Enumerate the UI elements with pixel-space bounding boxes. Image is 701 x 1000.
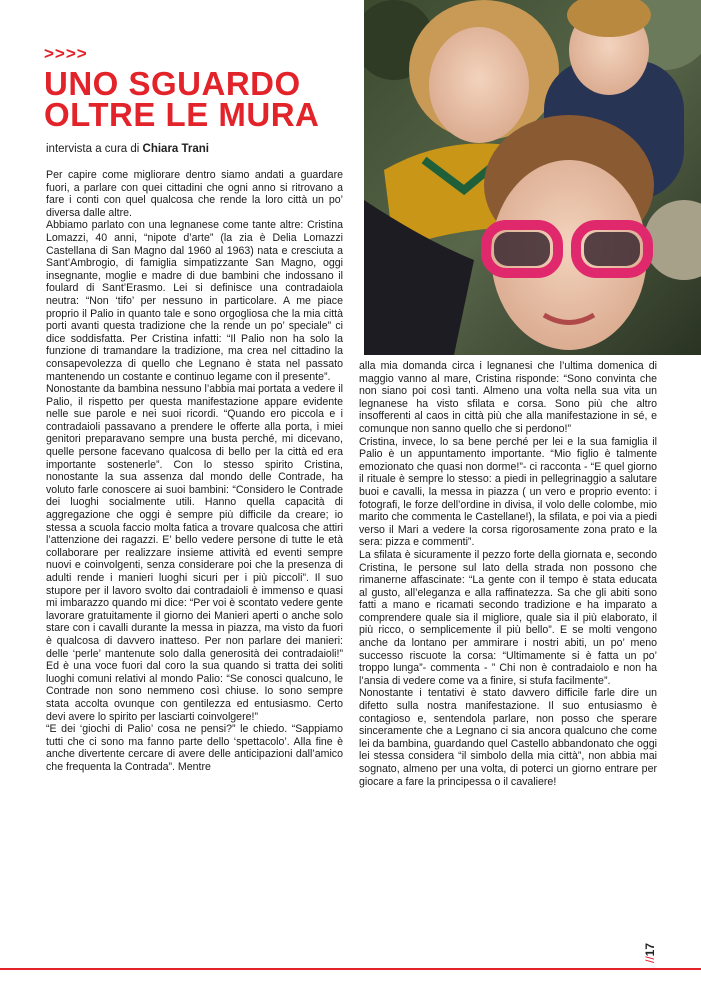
family-photo-illustration [364,0,701,355]
page-number [640,922,660,992]
article-paragraph: “E dei ‘giochi di Palio’ cosa ne pensi?” le chiedo. “Sappiamo tutti che ci sono ma fanno parte dello ‘spettacolo’. Alla fine è anche divertente cercare di avere delle anticipazioni dall’amico che frequenta la Contrada”. Mentre [46,723,343,773]
article-paragraph: Nonostante i tentativi è stato davvero difficile farle dire un difetto sulla nostra manifestazione. Il suo entusiasmo è contagioso e, sentendola parlare, non posso che sperare sinceramente che a Legnano ci sia ancora qualcuno che come lei da bambina, guardando quel Castello abbandonato che oggi lei stessa considera “il simbolo della mia città”, non abbia mai sognato, almeno per una volta, di poterci un giorno entrare per giocare a fare la principessa o il cavaliere! [359,687,657,788]
family-photo [364,0,701,355]
article-title [44,65,364,133]
page-number-label [643,923,657,983]
bottom-divider [0,968,701,970]
article-paragraph: Nonostante da bambina nessuno l’abbia mai portata a vedere il Palio, il rispetto per questa manifestazione appare evidente nelle sue parole e nei suoi ricordi. “Quando ero piccola e i contradaioli passavano a prendere le offerte alla porta, i miei genitori preparavano sempre una busta perché, mi dicevano, quelle persone facevano qualcosa di bello per la città ed era importante sostenerle”. Con lo stesso spirito Cristina, nonostante la sua assenza dal mondo delle Contrade, ha voluto farle conoscere ai suoi bambini: “Considero le Contrade dei luoghi socialmente utili. Hanno quella capacità di aggregazione che oggi è sempre più difficile da creare; io stessa a scuola faccio molta fatica a trovare qualcosa che attiri l’attenzione dei ragazzi. E’ bello vedere persone di tutte le età collaborare per realizzare insieme attività ed eventi sempre nuovi e coinvolgenti, senza considerare poi che la presenza di adulti rende i manieri luoghi sicuri per i più piccoli”. Il suo stupore per il lavoro svolto dai contradaioli è immenso e quasi mi imbarazzo quando mi dice: “Per voi è scontato vedere gente lavorare gratuitamente il giorno dei Manieri aperti o anche solo stare con i cavalli durante la messa in piazza, ma visto da fuori è qualcosa di davvero inatteso. Per non parlare dei manieri: delle ‘perle’ mantenute solo dalla generosità dei contradaioli!” Ed è una voce fuori dal coro la sua quando si tratta dei soliti luoghi comuni relativi al mondo Palio: “Se conosci qualcuno, le Contrade non sono nemmeno così chiuse. Io sono sempre stata accolta ovunque con gentilezza ed entusiasmo. Certo devi avere lo spirito per lasciarti coinvolgere!” [46,383,343,723]
article-left-column [46,169,343,774]
article-title-line-2: OLTRE LE MURA [44,96,320,133]
byline-prefix: intervista a cura di [46,143,140,155]
article-right-column [359,360,657,788]
section-arrows: >>>> [44,44,88,63]
article-paragraph: Abbiamo parlato con una legnanese come tante altre: Cristina Lomazzi, 40 anni, “nipote d’arte” (la zia è Delia Lomazzi Castellana di San Magno dal 1960 al 1963) nata e cresciuta a Sant’Ambrogio, di famiglia simpatizzante San Magno, oggi insegnante, moglie e madre di due bambini che indossano il foulard di Sant’Erasmo. Lei si definisce una contradaiola neutra: “Non ‘tifo’ per nessuno in particolare. A me piace proprio il Palio in quanto tale e sono orgogliosa che la mia città porti avanti questa tradizione che la rende un po’ speciale” ci dice soddisfatta. Per Cristina infatti: “Il Palio non ha solo la funzione di tramandare la tradizione, ma crea nel cittadino la consapevolezza di quello che Legnano è stata nel passato mantenendo un costante e continuo legame con il presente”. [46,219,343,383]
byline-author: Chiara Trani [142,143,209,155]
article-paragraph: alla mia domanda circa i legnanesi che l’ultima domenica di maggio vanno al mare, Cristina risponde: “Sono convinta che non siano poi così tanti. Almeno una volta nella sua vita un legnanese ha visto sfilata e corsa. Sono più che altro insofferenti al caos in città più che alla manifestazione in sé, e comunque non sanno quello che si perdono!” [359,360,657,435]
article-paragraph: Cristina, invece, lo sa bene perché per lei e la sua famiglia il Palio è un appuntamento importante. “Mio figlio è talmente emozionato che quasi non dorme!”- ci racconta - “E quel giorno il rituale è sempre lo stesso: a piedi in pellegrinaggio a salutare buoi e cavalli, la messa in piazza ( un vero e proprio evento: i fotografi, le forze dell’ordine in divisa, il volo delle colombe, mio marito che commenta le Castellane!), la sfilata, e poi via a piedi verso il Mari a vedere la corsa rigorosamente zona prato e la sera: pizza e commenti”. [359,435,657,549]
page-number-slashes: // [643,956,657,964]
article-title-line-1: UNO SGUARDO [44,65,301,102]
article-paragraph: La sfilata è sicuramente il pezzo forte della giornata e, secondo Cristina, le persone sul lato della strada non possono che rimanerne affascinate: “La gente con il tempo è stata educata al gusto, all’eleganza e alla raffinatezza. Sa che gli abiti sono fatti a mano e ricamati secondo tradizione e ha imparato a comprendere quale sia il migliore, quale sia il più elaborato, il più ricco, o semplicemente il più bello”. E se molti vengono anche da lontano per ammirare i nostri abiti, un po’ meno successo riscuote la corsa: “Ultimamente si è fatta un po’ troppo lunga”- commenta - ” Chi non è contradaiolo e non ha l’ansia di vedere come va a finire, si stufa facilmente”. [359,548,657,687]
byline [46,143,209,155]
article-paragraph: Per capire come migliorare dentro siamo andati a guardare fuori, a parlare con quei cittadini che ogni anno si ritrovano a fare i conti con quel qualcosa che rende la loro città un po’ diversa dalle altre. [46,169,343,219]
page-number-value: 17 [643,942,657,957]
